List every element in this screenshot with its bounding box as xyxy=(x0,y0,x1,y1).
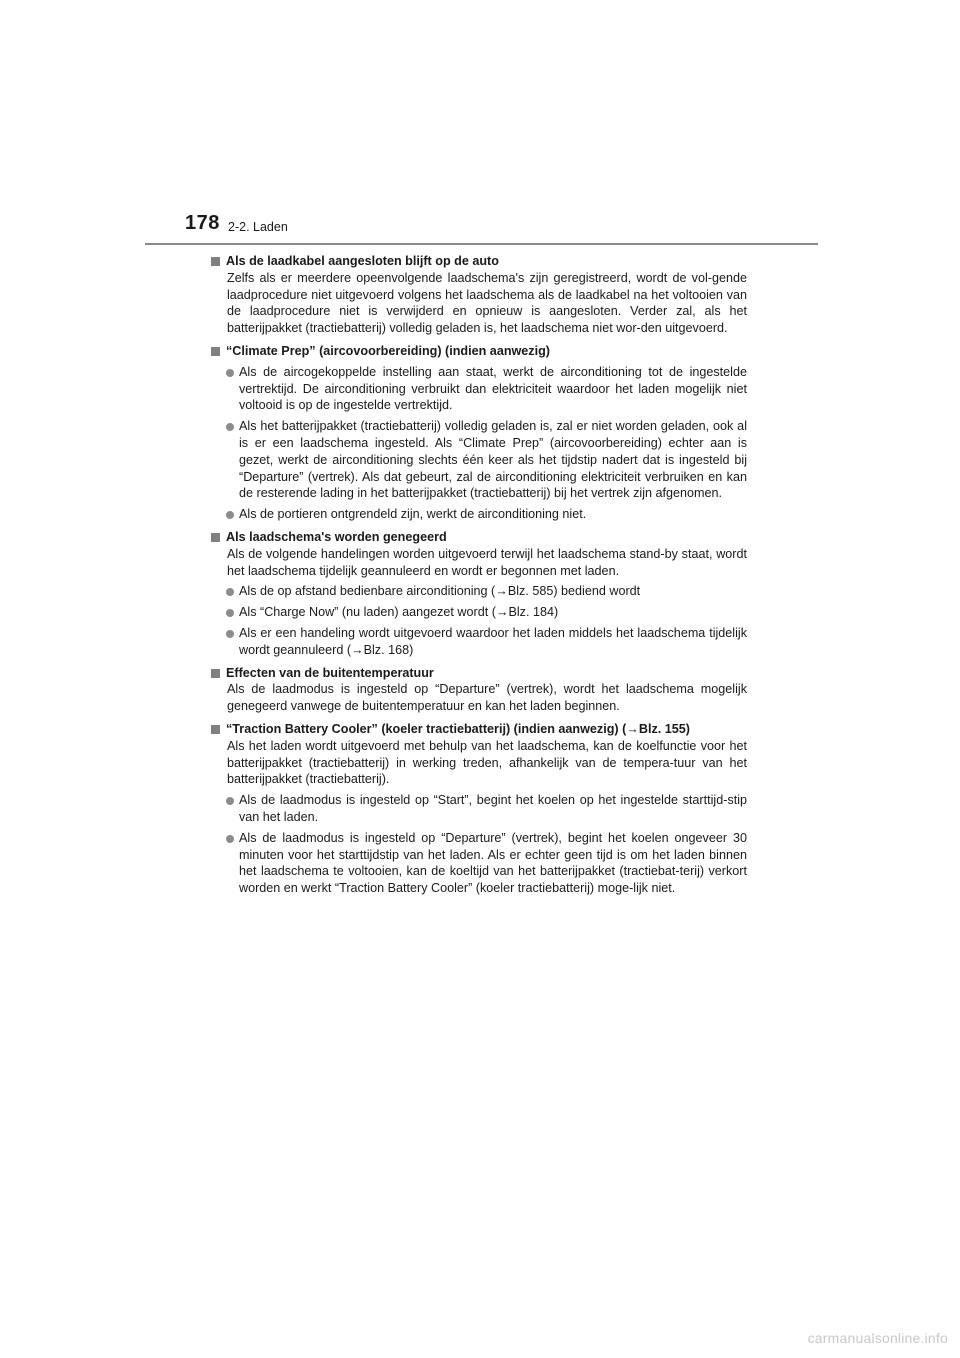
section-paragraph: Zelfs als er meerdere opeenvolgende laadschema's zijn geregistreerd, wordt de vol-gende laadprocedure niet uitgevoerd volgens het laadschema als de laadkabel na het voltooien van de laadprocedure niet is verwijderd en opnieuw is aangesloten. Verder zal, als het batterijpakket (tractiebatterij) volledig geladen is, het laadschema niet wor-den uitgevoerd. xyxy=(227,270,747,336)
square-bullet-icon xyxy=(211,725,220,734)
section-paragraph: Als het laden wordt uitgevoerd met behulp van het laadschema, kan de koelfunctie voor het batterijpakket (tractiebatterij) in werking treden, afhankelijk van de tempera-tuur van het batterijpakket (tractiebatterij). xyxy=(227,738,747,787)
content xyxy=(211,253,747,897)
square-bullet-icon xyxy=(211,347,220,356)
section-heading xyxy=(211,529,747,546)
bullet-item xyxy=(211,625,747,659)
section-heading xyxy=(211,665,747,682)
section-heading-text: Effecten van de buitentemperatuur xyxy=(226,665,434,680)
bullet-text: Als het batterijpakket (tractiebatterij) volledig geladen is, zal er niet worden geladen, ook al is er een laadschema ingesteld. Als “Climate Prep” (aircovoorbereiding) echter aan is gezet, werkt de airconditioning slechts één keer als het tijdstip nadert dat is ingesteld bij “Departure” (vertrek). Als dat gebeurt, zal de airconditioning elektriciteit verbruiken en kan de resterende lading in het batterijpakket (tractiebatterij) bij het vertrek zijn afgenomen. xyxy=(239,419,747,501)
circle-bullet-icon xyxy=(226,835,234,843)
circle-bullet-icon xyxy=(226,588,234,596)
square-bullet-icon xyxy=(211,669,220,678)
bullet-text: Als de aircogekoppelde instelling aan staat, werkt de airconditioning tot de ingestelde vertrektijd. De airconditioning verbruikt dan elektriciteit waardoor het laden mogelijk niet voltooid is op de ingestelde vertrektijd. xyxy=(239,364,747,413)
section-label: 2-2. Laden xyxy=(228,220,288,234)
section-paragraph: Als de laadmodus is ingesteld op “Departure” (vertrek), wordt het laadschema mogelijk genegeerd vanwege de buitentemperatuur en kan het laden beginnen. xyxy=(227,682,747,714)
circle-bullet-icon xyxy=(226,423,234,431)
section-paragraph: Als de volgende handelingen worden uitgevoerd terwijl het laadschema stand-by staat, wordt het laadschema tijdelijk geannuleerd en wordt er begonnen met laden. xyxy=(227,546,747,578)
bullet-item xyxy=(211,418,747,502)
bullet-item xyxy=(211,830,747,897)
page-number: 178 xyxy=(185,212,220,234)
circle-bullet-icon xyxy=(226,511,234,519)
section-heading-text: “Traction Battery Cooler” (koeler tractiebatterij) (indien aanwezig) (→Blz. 155) xyxy=(226,721,690,736)
bullet-text: Als de laadmodus is ingesteld op “Start”, begint het koelen op het ingestelde starttijd-stip van het laden. xyxy=(239,793,747,824)
square-bullet-icon xyxy=(211,257,220,266)
bullet-item xyxy=(211,364,747,414)
section-heading-text: Als laadschema's worden genegeerd xyxy=(226,529,447,544)
circle-bullet-icon xyxy=(226,630,234,638)
circle-bullet-icon xyxy=(226,369,234,377)
bullet-item xyxy=(211,604,747,621)
section-heading xyxy=(211,343,747,360)
bullet-text: Als de op afstand bedienbare airconditioning (→Blz. 585) bediend wordt xyxy=(239,584,641,599)
bullet-text: Als de portieren ontgrendeld zijn, werkt de airconditioning niet. xyxy=(239,507,587,522)
square-bullet-icon xyxy=(211,533,220,542)
section-heading-text: “Climate Prep” (aircovoorbereiding) (indien aanwezig) xyxy=(226,343,550,358)
section-heading xyxy=(211,253,747,270)
bullet-text: Als er een handeling wordt uitgevoerd waardoor het laden middels het laadschema tijdelijk wordt geannuleerd (→Blz. 168) xyxy=(239,625,747,657)
bullet-text: Als “Charge Now” (nu laden) aangezet wordt (→Blz. 184) xyxy=(239,605,559,620)
circle-bullet-icon xyxy=(226,609,234,617)
bullet-text: Als de laadmodus is ingesteld op “Departure” (vertrek), begint het koelen ongeveer 30 minuten voor het starttijdstip van het laden. Als er echter geen tijd is om het laden binnen het laadschema te voltooien, kan de koeltijd van het batterijpakket (tractiebat-terij) verkort worden en werkt “Traction Battery Cooler” (koeler tractiebatterij) moge-lijk niet. xyxy=(239,830,747,896)
bullet-item xyxy=(211,792,747,826)
watermark: carmanualsonline.info xyxy=(807,1330,948,1346)
section-heading-text: Als de laadkabel aangesloten blijft op de auto xyxy=(226,254,499,268)
header-rule xyxy=(145,243,818,245)
bullet-item xyxy=(211,583,747,600)
section-heading xyxy=(211,721,747,738)
circle-bullet-icon xyxy=(226,797,234,805)
bullet-item xyxy=(211,506,747,523)
